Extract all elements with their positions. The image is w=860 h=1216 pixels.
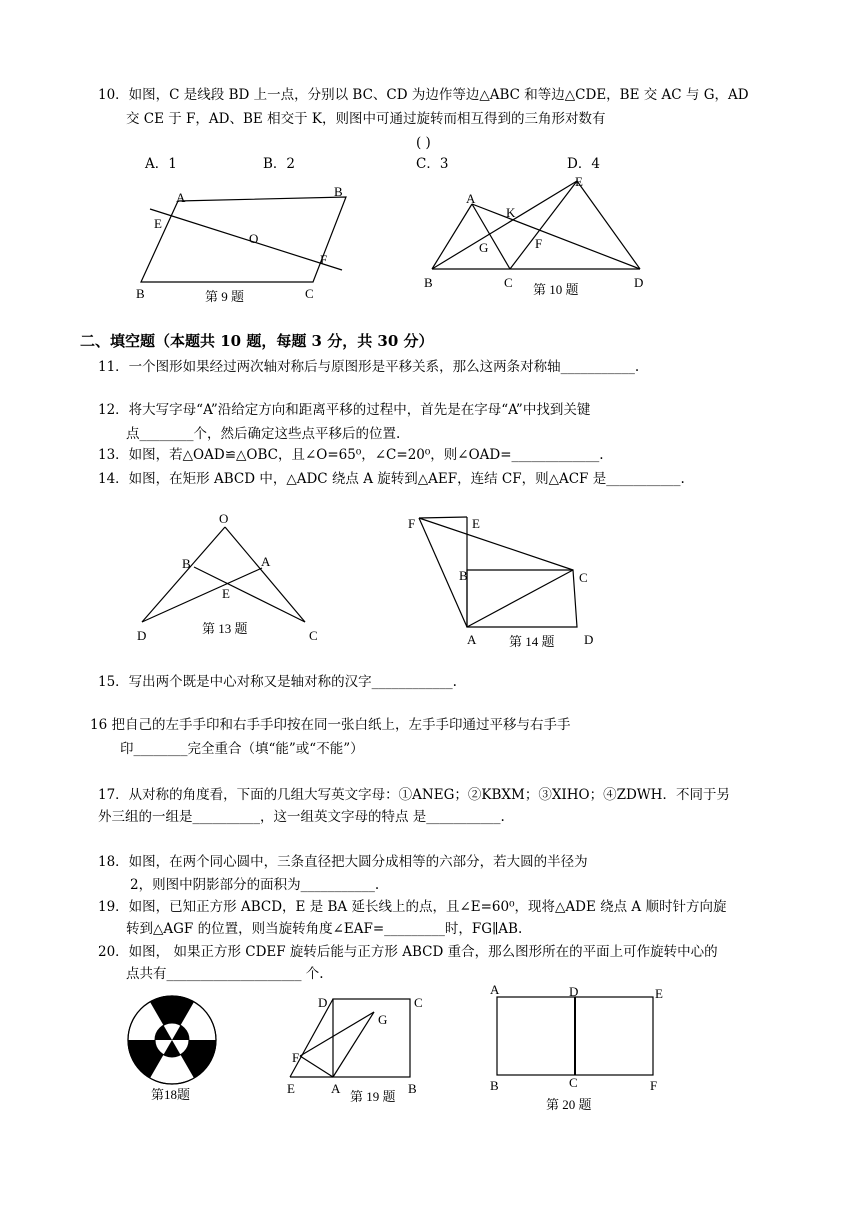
figure-10-diagram bbox=[432, 181, 640, 269]
fig9-label-b: B bbox=[334, 184, 343, 199]
fig14-label-e: E bbox=[472, 516, 480, 531]
fig14-label-c: C bbox=[579, 570, 588, 585]
q10-answer-paren: ( ) bbox=[416, 135, 431, 151]
q16-line2: 印________完全重合（填“能”或“不能”） bbox=[120, 741, 364, 757]
figure-20-diagram bbox=[497, 997, 653, 1075]
fig10-label-f: F bbox=[535, 236, 543, 251]
fig10-label-g: G bbox=[479, 240, 489, 255]
fig19-label-d: D bbox=[318, 995, 328, 1010]
q10-option-b: B．2 bbox=[263, 156, 296, 172]
q18-line2: 2，则图中阴影部分的面积为___________. bbox=[130, 877, 380, 893]
fig10-label-e: E bbox=[575, 174, 583, 189]
q16-line1: 16 把自己的左手手印和右手手印按在同一张白纸上，左手手印通过平移与右手手 bbox=[90, 717, 571, 733]
fig9-caption: 第 9 题 bbox=[205, 289, 245, 304]
fig10-label-b: B bbox=[424, 275, 433, 290]
q10-option-c: C．3 bbox=[416, 156, 449, 172]
fig9-label-c: C bbox=[305, 286, 314, 301]
fig19-label-g: G bbox=[378, 1012, 388, 1027]
q17-line1: 17．从对称的角度看，下面的几组大写英文字母：①ANEG；②KBXM；③XIHO；④ZDWH．不同于另 bbox=[98, 787, 730, 803]
fig20-label-d: D bbox=[569, 984, 579, 999]
fig20-label-a: A bbox=[490, 982, 500, 997]
fig10-label-a: A bbox=[466, 191, 476, 206]
q15-text: 15．写出两个既是中心对称又是轴对称的汉字____________. bbox=[98, 674, 457, 690]
fig14-caption: 第 14 题 bbox=[509, 634, 555, 649]
fig20-caption: 第 20 题 bbox=[546, 1097, 592, 1112]
fig19-caption: 第 19 题 bbox=[350, 1089, 396, 1104]
figure-13-diagram bbox=[142, 527, 305, 622]
figure-18-diagram bbox=[128, 996, 216, 1084]
fig13-label-o: O bbox=[219, 511, 229, 526]
q12-line1: 12．将大写字母“A”沿给定方向和距离平移的过程中，首先是在字母“A”中找到关键 bbox=[98, 402, 591, 418]
fig20-label-b: B bbox=[490, 1078, 499, 1093]
fig20-label-f: F bbox=[650, 1078, 658, 1093]
fig13-label-a: A bbox=[261, 554, 271, 569]
q12-line2: 点________个，然后确定这些点平移后的位置. bbox=[126, 426, 401, 442]
fig20-label-c: C bbox=[569, 1075, 578, 1090]
q19-line1: 19．如图，已知正方形 ABCD，E 是 BA 延长线上的点，且∠E=60⁰，现将△ADE 绕点 A 顺时针方向旋 bbox=[98, 899, 727, 915]
q18-line1: 18．如图，在两个同心圆中，三条直径把大圆分成相等的六部分，若大圆的半径为 bbox=[98, 854, 588, 870]
fig9-label-o: O bbox=[249, 231, 259, 246]
fig14-label-a: A bbox=[467, 632, 477, 647]
figure-9-diagram bbox=[141, 197, 346, 282]
q10-option-a: A．1 bbox=[145, 156, 177, 172]
fig13-caption: 第 13 题 bbox=[202, 621, 248, 636]
figure-14-diagram bbox=[419, 517, 577, 627]
q10-option-d: D．4 bbox=[567, 156, 600, 172]
q10-line1: 10．如图，C 是线段 BD 上一点，分别以 BC、CD 为边作等边△ABC 和等边△CDE，BE 交 AC 与 G，AD bbox=[98, 87, 749, 103]
fig18-caption: 第18题 bbox=[151, 1087, 191, 1102]
fig9-label-a: A bbox=[176, 190, 186, 205]
fig9-label-e: E bbox=[154, 216, 162, 231]
q11-text: 11．一个图形如果经过两次轴对称后与原图形是平移关系，那么这两条对称轴___________. bbox=[98, 359, 640, 375]
q19-line2: 转到△AGF 的位置，则当旋转角度∠EAF=_________时，FG∥AB. bbox=[126, 921, 523, 937]
fig10-label-d: D bbox=[634, 275, 644, 290]
fig13-label-b: B bbox=[182, 556, 191, 571]
fig9-label-f: F bbox=[320, 252, 328, 267]
q20-line1: 20．如图， 如果正方形 CDEF 旋转后能与正方形 ABCD 重合，那么图形所在的平面上可作旋转中心的 bbox=[98, 944, 718, 960]
q20-line2: 点共有____________________ 个. bbox=[126, 966, 324, 982]
fig19-label-a: A bbox=[331, 1081, 341, 1096]
fig19-label-f: F bbox=[292, 1050, 300, 1065]
fig13-label-c: C bbox=[309, 628, 318, 643]
fig19-label-b: B bbox=[408, 1081, 417, 1096]
figure-19-diagram bbox=[290, 999, 410, 1077]
q10-line2: 交 CE 于 F，AD、BE 相交于 K，则图中可通过旋转而相互得到的三角形对数有 bbox=[126, 111, 606, 127]
fig20-label-e: E bbox=[655, 986, 663, 1001]
q14-text: 14．如图，在矩形 ABCD 中，△ADC 绕点 A 旋转到△AEF，连结 CF，则△ACF 是___________. bbox=[98, 471, 685, 487]
fig14-label-d: D bbox=[584, 632, 594, 647]
section-heading-fill-in: 二、填空题（本题共 10 题，每题 3 分，共 30 分） bbox=[80, 332, 434, 350]
fig10-caption: 第 10 题 bbox=[533, 282, 579, 297]
fig14-label-f: F bbox=[408, 516, 416, 531]
q13-text: 13．如图，若△OAD≌△OBC，且∠O=65⁰，∠C=20⁰，则∠OAD=_____________. bbox=[98, 447, 604, 463]
fig19-label-c: C bbox=[414, 995, 423, 1010]
fig13-label-d: D bbox=[137, 628, 147, 643]
fig13-label-e: E bbox=[222, 586, 230, 601]
fig10-label-c: C bbox=[504, 275, 513, 290]
fig10-label-k: K bbox=[506, 205, 516, 220]
fig14-label-b: B bbox=[459, 568, 468, 583]
fig19-label-e: E bbox=[287, 1081, 295, 1096]
fig9-label-b2: B bbox=[136, 286, 145, 301]
q17-line2: 外三组的一组是__________，这一组英文字母的特点 是___________. bbox=[98, 809, 505, 825]
